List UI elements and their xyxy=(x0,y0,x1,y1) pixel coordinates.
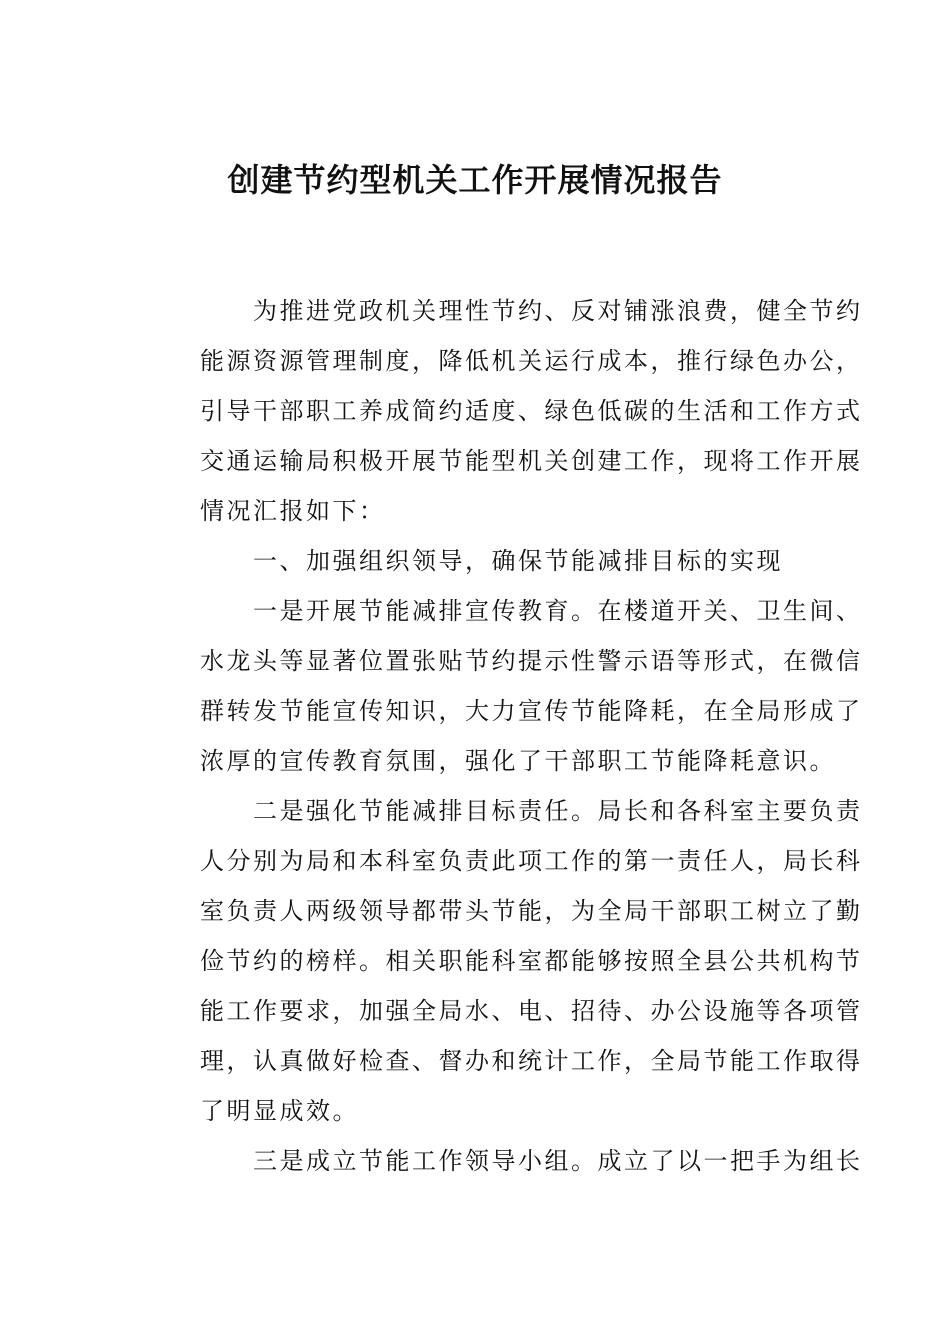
text-line: 室负责人两级领导都带头节能，为全局干部职工树立了勤 xyxy=(200,897,863,925)
document-title: 创建节约型机关工作开展情况报告 xyxy=(227,161,723,199)
text-line: 为推进党政机关理性节约、反对铺涨浪费，健全节约 xyxy=(253,297,863,325)
text-line: 群转发节能宣传知识，大力宣传节能降耗，在全局形成了 xyxy=(200,697,863,725)
text-line: 交通运输局积极开展节能型机关创建工作，现将工作开展 xyxy=(200,447,863,475)
section-heading xyxy=(147,536,807,586)
text-line: 了明显成效。 xyxy=(200,1097,359,1125)
text-line: 引导干部职工养成简约适度、绿色低碳的生活和工作方式 xyxy=(200,397,863,425)
paragraph-publicity xyxy=(147,586,863,786)
text-line: 能工作要求，加强全局水、电、招待、办公设施等各项管 xyxy=(200,997,863,1025)
text-line: 能源资源管理制度，降低机关运行成本，推行绿色办公， xyxy=(200,347,863,375)
paragraph-leading-group xyxy=(147,1136,863,1186)
text-line: 二是强化节能减排目标责任。局长和各科室主要负责 xyxy=(253,797,863,825)
text-line: 浓厚的宣传教育氛围，强化了干部职工节能降耗意识。 xyxy=(200,747,836,775)
paragraph-responsibility xyxy=(147,786,863,1136)
text-line: 理，认真做好检查、督办和统计工作，全局节能工作取得 xyxy=(200,1047,863,1075)
text-line: 水龙头等显著位置张贴节约提示性警示语等形式，在微信 xyxy=(200,647,863,675)
text-line: 一、加强组织领导，确保节能减排目标的实现 xyxy=(253,547,783,575)
text-line: 俭节约的榜样。相关职能科室都能够按照全县公共机构节 xyxy=(200,947,863,975)
paragraph-intro xyxy=(147,286,863,536)
document-body xyxy=(147,286,863,1186)
text-line: 情况汇报如下： xyxy=(200,497,386,525)
text-line: 人分别为局和本科室负责此项工作的第一责任人，局长科 xyxy=(200,847,863,875)
text-line: 三是成立节能工作领导小组。成立了以一把手为组长 xyxy=(253,1147,863,1175)
text-line: 一是开展节能减排宣传教育。在楼道开关、卫生间、 xyxy=(253,597,863,625)
